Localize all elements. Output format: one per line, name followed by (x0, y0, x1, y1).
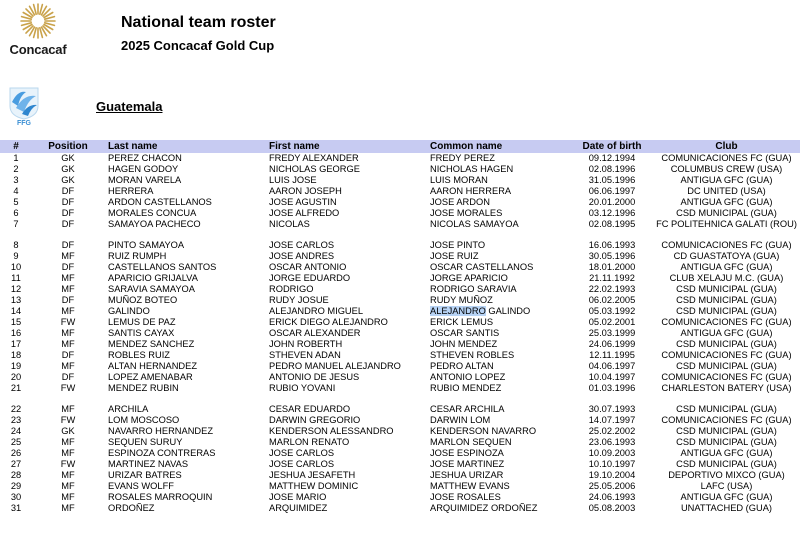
player-last-name: LOM MOSCOSO (108, 415, 180, 425)
player-position: DF (61, 350, 75, 360)
document-title: National team roster (121, 14, 276, 31)
player-number: 23 (10, 415, 22, 425)
player-club: DC UNITED (USA) (687, 186, 766, 196)
player-first-name: RUBIO YOVANI (269, 383, 336, 393)
player-first-name: JOSE MARIO (269, 492, 327, 502)
player-common-name (430, 306, 530, 317)
player-club: COMUNICACIONES FC (GUA) (661, 153, 792, 163)
player-position: MF (61, 273, 75, 283)
player-common-name: RODRIGO SARAVIA (430, 284, 517, 294)
player-first-name: KENDERSON ALESSANDRO (269, 426, 394, 436)
player-number: 26 (10, 448, 22, 458)
player-number: 11 (11, 273, 21, 283)
player-date-of-birth: 31.05.1996 (588, 175, 636, 185)
player-first-name: ERICK DIEGO ALEJANDRO (269, 317, 388, 327)
player-position: MF (61, 251, 75, 261)
player-position: FW (60, 415, 76, 425)
table-row (0, 470, 800, 481)
player-club: CSD MUNICIPAL (GUA) (676, 339, 777, 349)
player-last-name: SAMAYOA PACHECO (108, 219, 201, 229)
player-number: 8 (13, 240, 19, 250)
player-common-name: FREDY PEREZ (430, 153, 495, 163)
player-number: 28 (10, 470, 22, 480)
player-position: GK (61, 426, 75, 436)
player-last-name: ORDOÑEZ (108, 503, 155, 513)
table-row (0, 153, 800, 164)
player-common-name: JOSE MARTINEZ (430, 459, 505, 469)
player-last-name: ALTAN HERNANDEZ (108, 361, 198, 371)
brand-name: Concacaf (9, 42, 67, 57)
player-date-of-birth: 22.02.1993 (588, 284, 636, 294)
player-date-of-birth: 16.06.1993 (588, 240, 636, 250)
table-row (0, 295, 800, 306)
player-position: GK (61, 175, 75, 185)
player-position: MF (61, 492, 75, 502)
player-date-of-birth: 10.04.1997 (588, 372, 636, 382)
player-club: ANTIGUA GFC (GUA) (680, 328, 773, 338)
player-first-name: STHEVEN ADAN (269, 350, 341, 360)
player-last-name: URIZAR BATRES (108, 470, 182, 480)
player-date-of-birth: 05.02.2001 (588, 317, 636, 327)
player-club: DEPORTIVO MIXCO (GUA) (668, 470, 785, 480)
header-dob: Date of birth (582, 141, 642, 152)
player-number: 4 (13, 186, 19, 196)
player-position: DF (61, 262, 75, 272)
player-common-name: ANTONIO LOPEZ (430, 372, 506, 382)
player-date-of-birth: 03.12.1996 (588, 208, 636, 218)
player-common-name: JESHUA URIZAR (430, 470, 504, 480)
player-common-name: MATTHEW EVANS (430, 481, 510, 491)
player-common-name: CESAR ARCHILA (430, 404, 505, 414)
player-club: ANTIGUA GFC (GUA) (680, 197, 773, 207)
player-common-name: JOSE PINTO (430, 240, 486, 250)
player-first-name: JOSE CARLOS (269, 459, 335, 469)
player-common-name: JOHN MENDEZ (430, 339, 498, 349)
table-row (0, 404, 800, 415)
player-club: CSD MUNICIPAL (GUA) (676, 459, 777, 469)
player-number: 17 (10, 339, 22, 349)
player-first-name: NICOLAS (269, 219, 310, 229)
player-club: COMUNICACIONES FC (GUA) (661, 240, 792, 250)
player-common-name: KENDERSON NAVARRO (430, 426, 537, 436)
table-row (0, 306, 800, 317)
player-first-name: JESHUA JESAFETH (269, 470, 356, 480)
player-date-of-birth: 24.06.1999 (588, 339, 636, 349)
player-club: LAFC (USA) (700, 481, 753, 491)
player-number: 29 (10, 481, 22, 491)
player-position: FW (60, 317, 76, 327)
player-position: MF (61, 481, 75, 491)
player-number: 2 (13, 164, 19, 174)
player-date-of-birth: 25.05.2006 (588, 481, 636, 491)
player-date-of-birth: 30.07.1993 (588, 404, 636, 414)
player-number: 30 (10, 492, 22, 502)
player-date-of-birth: 21.11.1992 (589, 273, 635, 283)
player-last-name: GALINDO (108, 306, 150, 316)
player-common-name: DARWIN LOM (430, 415, 491, 425)
player-last-name: ARCHILA (108, 404, 149, 414)
table-row (0, 415, 800, 426)
player-first-name: JOHN ROBERTH (269, 339, 343, 349)
player-common-name: ERICK LEMUS (430, 317, 494, 327)
player-position: FW (60, 383, 76, 393)
federation-crest-icon (4, 84, 44, 120)
player-common-name: JOSE ARDON (430, 197, 490, 207)
player-date-of-birth: 14.07.1997 (588, 415, 636, 425)
player-position: DF (61, 295, 75, 305)
player-club: ANTIGUA GFC (GUA) (680, 262, 773, 272)
player-date-of-birth: 04.06.1997 (588, 361, 636, 371)
player-first-name: MARLON RENATO (269, 437, 350, 447)
federation-abbr: FFG (17, 120, 31, 127)
player-date-of-birth: 02.08.1996 (588, 164, 636, 174)
table-row (0, 284, 800, 295)
player-club: UNATTACHED (GUA) (680, 503, 773, 513)
player-position: DF (61, 197, 75, 207)
table-row (0, 339, 800, 350)
table-row (0, 175, 800, 186)
table-row (0, 426, 800, 437)
player-number: 10 (10, 262, 22, 272)
player-date-of-birth: 05.03.1992 (588, 306, 636, 316)
player-club: CSD MUNICIPAL (GUA) (676, 284, 777, 294)
header-club: Club (715, 141, 738, 152)
player-last-name: HERRERA (108, 186, 154, 196)
player-common-name: JOSE RUIZ (430, 251, 479, 261)
player-position: MF (61, 437, 75, 447)
player-last-name: PINTO SAMAYOA (108, 240, 185, 250)
player-position: MF (61, 404, 75, 414)
player-club: COMUNICACIONES FC (GUA) (661, 372, 792, 382)
table-row (0, 219, 800, 240)
player-position: MF (61, 306, 75, 316)
player-last-name: PEREZ CHACON (108, 153, 182, 163)
table-row (0, 317, 800, 328)
player-club: CSD MUNICIPAL (GUA) (676, 437, 777, 447)
table-row (0, 492, 800, 503)
player-first-name: FREDY ALEXANDER (269, 153, 359, 163)
player-last-name: ROBLES RUIZ (108, 350, 170, 360)
player-club: FC POLITEHNICA GALATI (ROU) (656, 219, 797, 229)
player-last-name: MORAN VARELA (108, 175, 182, 185)
player-last-name: NAVARRO HERNANDEZ (108, 426, 214, 436)
player-club: CSD MUNICIPAL (GUA) (676, 295, 777, 305)
player-first-name: JOSE CARLOS (269, 448, 335, 458)
player-position: MF (61, 503, 75, 513)
player-position: MF (61, 361, 75, 371)
player-position: DF (61, 208, 75, 218)
player-common-name: MARLON SEQUEN (430, 437, 512, 447)
player-number: 5 (13, 197, 19, 207)
player-number: 3 (13, 175, 19, 185)
player-number: 22 (10, 404, 22, 414)
player-first-name: NICHOLAS GEORGE (269, 164, 360, 174)
player-last-name: ESPINOZA CONTRERAS (108, 448, 216, 458)
player-club: COMUNICACIONES FC (GUA) (661, 317, 792, 327)
player-club: ANTIGUA GFC (GUA) (680, 175, 773, 185)
player-club: CHARLESTON BATERY (USA) (661, 383, 792, 393)
player-first-name: ARQUIMIDEZ (269, 503, 328, 513)
table-row (0, 383, 800, 404)
player-date-of-birth: 10.10.1997 (588, 459, 636, 469)
player-date-of-birth: 25.02.2002 (588, 426, 636, 436)
player-date-of-birth: 12.11.1995 (589, 350, 635, 360)
table-row (0, 251, 800, 262)
player-last-name: MENDEZ SANCHEZ (108, 339, 195, 349)
player-number: 20 (10, 372, 22, 382)
player-common-name: RUBIO MENDEZ (430, 383, 502, 393)
player-date-of-birth: 18.01.2000 (588, 262, 636, 272)
table-header (0, 140, 800, 153)
player-number: 27 (10, 459, 22, 469)
player-common-name: JORGE APARICIO (430, 273, 508, 283)
table-row (0, 448, 800, 459)
player-club: COMUNICACIONES FC (GUA) (661, 415, 792, 425)
player-position: DF (61, 372, 75, 382)
table-row (0, 273, 800, 284)
player-last-name: SEQUEN SURUY (108, 437, 183, 447)
player-club: CSD MUNICIPAL (GUA) (676, 361, 777, 371)
player-first-name: DARWIN GREGORIO (269, 415, 361, 425)
player-common-name: JOSE ESPINOZA (430, 448, 504, 458)
player-number: 18 (10, 350, 22, 360)
player-position: GK (61, 153, 75, 163)
player-date-of-birth: 06.02.2005 (588, 295, 636, 305)
player-position: MF (61, 284, 75, 294)
player-number: 9 (13, 251, 19, 261)
player-date-of-birth: 19.10.2004 (588, 470, 636, 480)
player-club: ANTIGUA GFC (GUA) (680, 492, 773, 502)
table-row (0, 372, 800, 383)
player-first-name: JORGE EDUARDO (269, 273, 351, 283)
player-number: 16 (10, 328, 22, 338)
player-club: COLUMBUS CREW (USA) (670, 164, 783, 174)
player-common-name: NICHOLAS HAGEN (430, 164, 514, 174)
player-common-name: JOSE ROSALES (430, 492, 501, 502)
player-number: 6 (13, 208, 19, 218)
player-common-name: LUIS MORAN (430, 175, 488, 185)
concacaf-logo (2, 2, 74, 58)
player-first-name: MATTHEW DOMINIC (269, 481, 359, 491)
player-last-name: MENDEZ RUBIN (108, 383, 179, 393)
player-last-name: CASTELLANOS SANTOS (108, 262, 217, 272)
player-position: FW (60, 459, 76, 469)
player-common-name: ARQUIMIDEZ ORDOÑEZ (430, 503, 538, 513)
player-club: CD GUASTATOYA (GUA) (673, 251, 780, 261)
country-name: Guatemala (96, 99, 163, 114)
player-last-name: LEMUS DE PAZ (108, 317, 176, 327)
player-first-name: ANTONIO DE JESUS (269, 372, 360, 382)
concacaf-sun-icon (16, 2, 60, 42)
player-first-name: AARON JOSEPH (269, 186, 342, 196)
player-date-of-birth: 06.06.1997 (588, 186, 636, 196)
player-common-name: PEDRO ALTAN (430, 361, 494, 371)
player-last-name: HAGEN GODOY (108, 164, 179, 174)
player-club: CLUB XELAJU M.C. (GUA) (669, 273, 784, 283)
player-date-of-birth: 25.03.1999 (588, 328, 636, 338)
player-first-name: OSCAR ANTONIO (269, 262, 347, 272)
player-number: 14 (10, 306, 22, 316)
player-first-name: JOSE ALFREDO (269, 208, 340, 218)
player-first-name: OSCAR ALEXANDER (269, 328, 361, 338)
player-first-name: RUDY JOSUE (269, 295, 329, 305)
table-row (0, 164, 800, 175)
player-last-name: EVANS WOLFF (108, 481, 174, 491)
roster-table (0, 153, 800, 514)
player-date-of-birth: 20.01.2000 (588, 197, 636, 207)
player-last-name: RUIZ RUMPH (108, 251, 167, 261)
player-club: CSD MUNICIPAL (GUA) (676, 306, 777, 316)
table-row (0, 240, 800, 251)
player-date-of-birth: 01.03.1996 (588, 383, 636, 393)
table-row (0, 197, 800, 208)
player-number: 12 (10, 284, 22, 294)
player-position: MF (61, 339, 75, 349)
player-club: CSD MUNICIPAL (GUA) (676, 404, 777, 414)
header-position: Position (48, 141, 88, 152)
player-number: 13 (10, 295, 22, 305)
player-first-name: LUIS JOSE (269, 175, 317, 185)
table-row (0, 503, 800, 514)
player-last-name: SARAVIA SAMAYOA (108, 284, 195, 294)
player-common-name: RUDY MUÑOZ (430, 295, 493, 305)
player-number: 1 (13, 153, 19, 163)
player-first-name: JOSE ANDRES (269, 251, 335, 261)
player-last-name: MARTINEZ NAVAS (108, 459, 189, 469)
player-date-of-birth: 30.05.1996 (588, 251, 636, 261)
player-club: CSD MUNICIPAL (GUA) (676, 208, 777, 218)
player-number: 25 (10, 437, 22, 447)
player-common-name: OSCAR SANTIS (430, 328, 500, 338)
player-club: ANTIGUA GFC (GUA) (680, 448, 773, 458)
player-number: 15 (10, 317, 22, 327)
player-position: MF (61, 470, 75, 480)
document-subtitle: 2025 Concacaf Gold Cup (121, 38, 275, 53)
player-position: MF (61, 448, 75, 458)
player-number: 21 (10, 383, 22, 393)
player-position: DF (61, 240, 75, 250)
player-date-of-birth: 23.06.1993 (588, 437, 636, 447)
player-number: 31 (10, 503, 22, 513)
player-common-name: NICOLAS SAMAYOA (430, 219, 519, 229)
player-number: 7 (13, 219, 19, 229)
table-row (0, 350, 800, 361)
player-club: CSD MUNICIPAL (GUA) (676, 426, 777, 436)
table-row (0, 459, 800, 470)
player-last-name: MUÑOZ BOTEO (108, 295, 178, 305)
player-date-of-birth: 05.08.2003 (588, 503, 636, 513)
player-date-of-birth: 24.06.1993 (588, 492, 636, 502)
player-last-name: SANTIS CAYAX (108, 328, 175, 338)
player-date-of-birth: 09.12.1994 (588, 153, 636, 163)
table-row (0, 361, 800, 372)
player-last-name: LOPEZ AMENABAR (108, 372, 193, 382)
player-common-name: STHEVEN ROBLES (430, 350, 515, 360)
header-num: # (13, 141, 19, 152)
table-row (0, 437, 800, 448)
header-last-name: Last name (108, 141, 158, 152)
player-last-name: ROSALES MARROQUIN (108, 492, 213, 502)
header-common-name: Common name (430, 141, 503, 152)
player-position: DF (61, 186, 75, 196)
table-row (0, 186, 800, 197)
player-club: COMUNICACIONES FC (GUA) (661, 350, 792, 360)
table-row (0, 481, 800, 492)
player-common-name: JOSE MORALES (430, 208, 503, 218)
player-date-of-birth: 10.09.2003 (588, 448, 636, 458)
player-date-of-birth: 02.08.1995 (588, 219, 636, 229)
player-number: 19 (10, 361, 22, 371)
federation-logo (4, 84, 44, 130)
table-row (0, 262, 800, 273)
table-row (0, 328, 800, 339)
player-first-name: ALEJANDRO MIGUEL (269, 306, 364, 316)
table-row (0, 208, 800, 219)
player-first-name: CESAR EDUARDO (269, 404, 351, 414)
player-first-name: JOSE AGUSTIN (269, 197, 337, 207)
selected-text[interactable]: ALEJANDRO (430, 306, 486, 316)
player-position: DF (61, 219, 75, 229)
player-last-name: ARDON CASTELLANOS (108, 197, 212, 207)
player-last-name: MORALES CONCUA (108, 208, 197, 218)
player-position: GK (61, 164, 75, 174)
player-first-name: JOSE CARLOS (269, 240, 335, 250)
player-first-name: PEDRO MANUEL ALEJANDRO (269, 361, 401, 371)
player-position: MF (61, 328, 75, 338)
common-name-rest: GALINDO (485, 306, 531, 316)
player-common-name: AARON HERRERA (430, 186, 512, 196)
player-number: 24 (10, 426, 22, 436)
player-last-name: APARICIO GRIJALVA (108, 273, 198, 283)
player-common-name: OSCAR CASTELLANOS (430, 262, 534, 272)
header-first-name: First name (269, 141, 320, 152)
player-first-name: RODRIGO (269, 284, 314, 294)
